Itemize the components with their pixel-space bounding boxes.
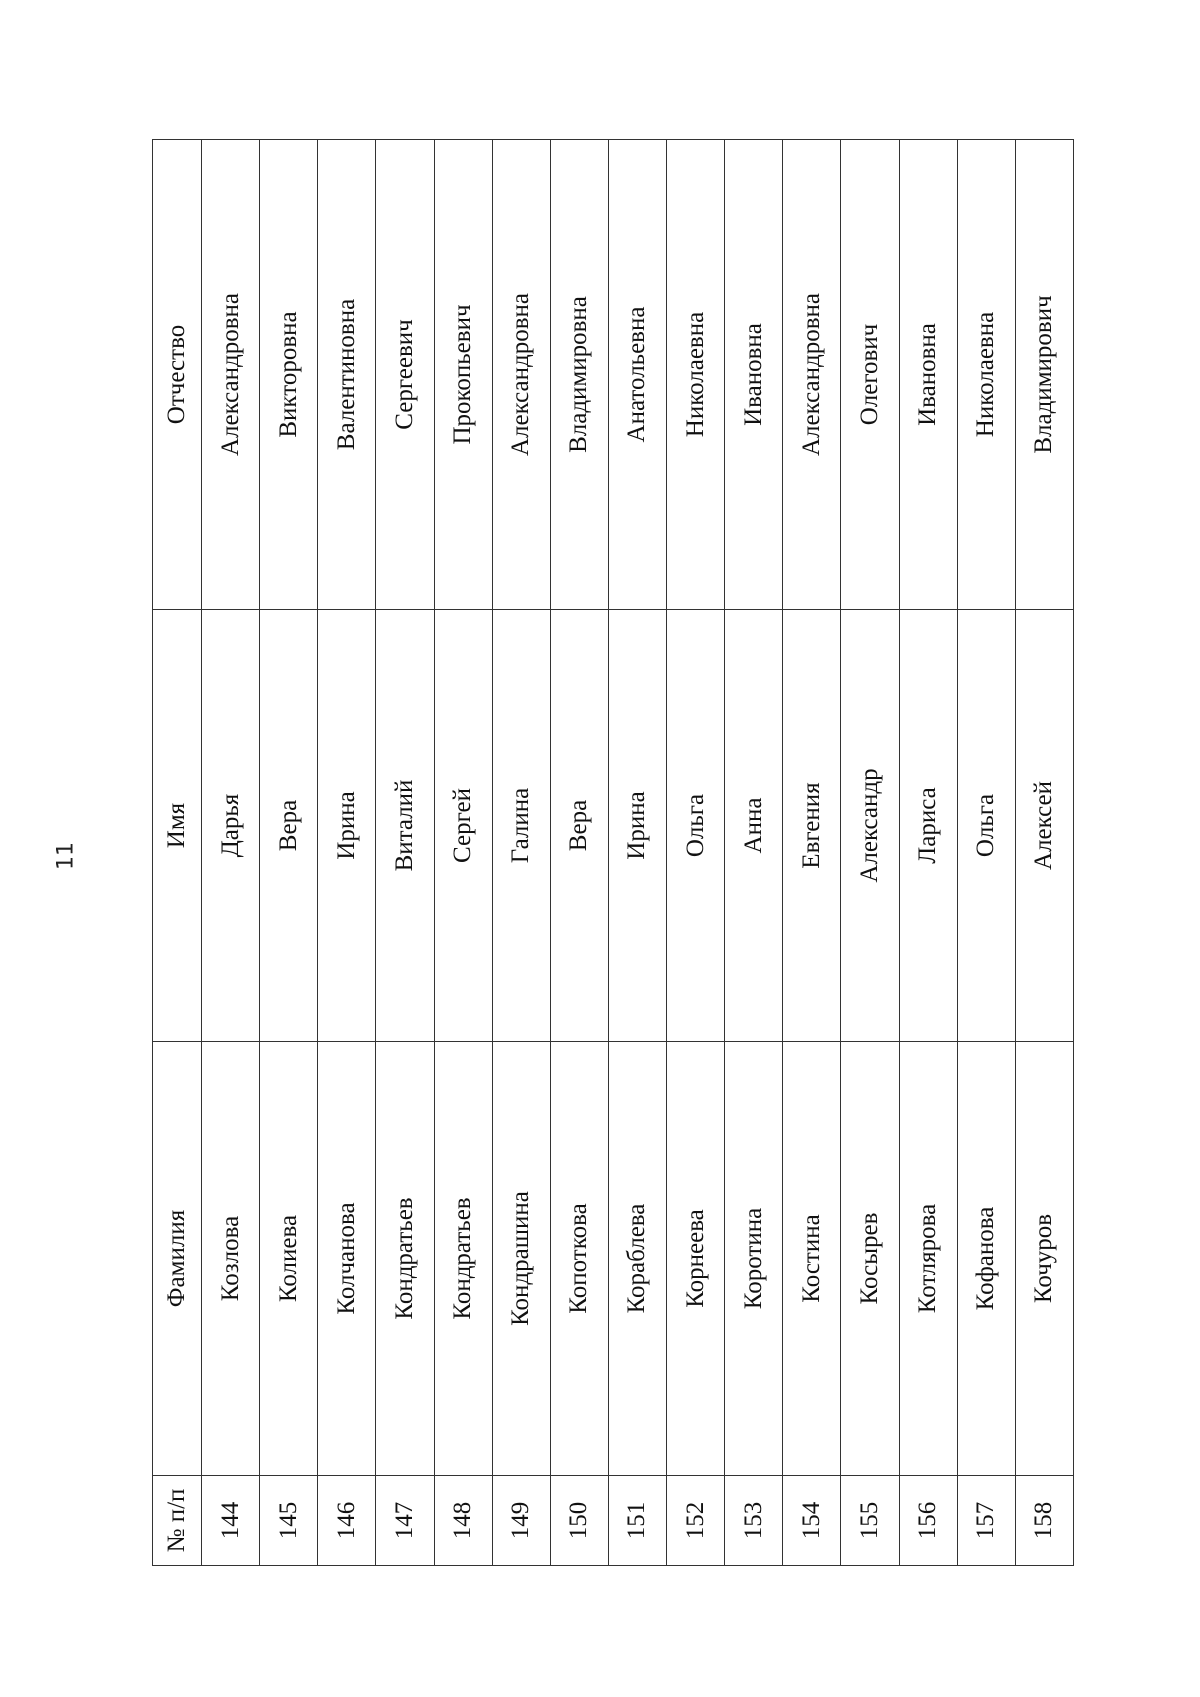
cell-number: 152 xyxy=(667,1476,725,1566)
table-row xyxy=(841,140,899,1566)
cell-first-name: Дарья xyxy=(202,610,260,1042)
cell-first-name: Виталий xyxy=(376,610,434,1042)
cell-number: 144 xyxy=(202,1476,260,1566)
cell-first-name: Анна xyxy=(725,610,783,1042)
cell-patronymic: Владимирович xyxy=(1015,140,1073,610)
table-row xyxy=(202,140,260,1566)
cell-last-name: Кофанова xyxy=(957,1042,1015,1476)
cell-number: 145 xyxy=(260,1476,318,1566)
cell-number: 158 xyxy=(1015,1476,1073,1566)
cell-first-name: Алексей xyxy=(1015,610,1073,1042)
cell-first-name: Сергей xyxy=(434,610,492,1042)
cell-last-name: Кондрашина xyxy=(492,1042,550,1476)
cell-last-name: Колчанова xyxy=(318,1042,376,1476)
cell-first-name: Александр xyxy=(841,610,899,1042)
cell-patronymic: Александровна xyxy=(492,140,550,610)
header-number: № п/п xyxy=(153,1476,202,1566)
cell-number: 146 xyxy=(318,1476,376,1566)
cell-first-name: Евгения xyxy=(783,610,841,1042)
cell-number: 150 xyxy=(550,1476,608,1566)
cell-last-name: Коротина xyxy=(725,1042,783,1476)
table-row xyxy=(376,140,434,1566)
cell-first-name: Ирина xyxy=(608,610,666,1042)
cell-last-name: Кочуров xyxy=(1015,1042,1073,1476)
cell-patronymic: Ивановна xyxy=(899,140,957,610)
cell-patronymic: Владимировна xyxy=(550,140,608,610)
header-last-name: Фамилия xyxy=(153,1042,202,1476)
header-patronymic: Отчество xyxy=(153,140,202,610)
cell-patronymic: Викторовна xyxy=(260,140,318,610)
table-row xyxy=(318,140,376,1566)
cell-number: 148 xyxy=(434,1476,492,1566)
cell-patronymic: Николаевна xyxy=(667,140,725,610)
cell-first-name: Вера xyxy=(550,610,608,1042)
cell-last-name: Корнеева xyxy=(667,1042,725,1476)
cell-last-name: Котлярова xyxy=(899,1042,957,1476)
cell-patronymic: Прокопьевич xyxy=(434,140,492,610)
header-row xyxy=(153,140,202,1566)
table-row xyxy=(957,140,1015,1566)
cell-last-name: Костина xyxy=(783,1042,841,1476)
table-body xyxy=(202,140,1074,1566)
table-row xyxy=(608,140,666,1566)
table-row xyxy=(1015,140,1073,1566)
cell-number: 151 xyxy=(608,1476,666,1566)
cell-last-name: Косырев xyxy=(841,1042,899,1476)
cell-first-name: Ирина xyxy=(318,610,376,1042)
cell-number: 157 xyxy=(957,1476,1015,1566)
cell-patronymic: Валентиновна xyxy=(318,140,376,610)
table-row xyxy=(434,140,492,1566)
table-row xyxy=(667,140,725,1566)
table-header xyxy=(153,140,202,1566)
cell-last-name: Кондратьев xyxy=(376,1042,434,1476)
cell-number: 147 xyxy=(376,1476,434,1566)
cell-first-name: Вера xyxy=(260,610,318,1042)
table-row xyxy=(725,140,783,1566)
cell-number: 156 xyxy=(899,1476,957,1566)
cell-last-name: Кондратьев xyxy=(434,1042,492,1476)
cell-last-name: Козлова xyxy=(202,1042,260,1476)
cell-first-name: Ольга xyxy=(667,610,725,1042)
cell-last-name: Копоткова xyxy=(550,1042,608,1476)
cell-patronymic: Сергеевич xyxy=(376,140,434,610)
cell-patronymic: Александровна xyxy=(783,140,841,610)
cell-patronymic: Александровна xyxy=(202,140,260,610)
rotated-table-container xyxy=(152,140,1074,1566)
roster-table xyxy=(152,139,1074,1566)
table-row xyxy=(899,140,957,1566)
cell-number: 153 xyxy=(725,1476,783,1566)
header-first-name: Имя xyxy=(153,610,202,1042)
cell-last-name: Кораблева xyxy=(608,1042,666,1476)
table-row xyxy=(260,140,318,1566)
cell-first-name: Галина xyxy=(492,610,550,1042)
cell-patronymic: Ивановна xyxy=(725,140,783,610)
cell-patronymic: Анатольевна xyxy=(608,140,666,610)
cell-patronymic: Николаевна xyxy=(957,140,1015,610)
cell-first-name: Ольга xyxy=(957,610,1015,1042)
cell-last-name: Колиева xyxy=(260,1042,318,1476)
page-number: 11 xyxy=(53,842,79,870)
table-row xyxy=(550,140,608,1566)
cell-number: 154 xyxy=(783,1476,841,1566)
table-row xyxy=(783,140,841,1566)
table-row xyxy=(492,140,550,1566)
cell-number: 149 xyxy=(492,1476,550,1566)
cell-number: 155 xyxy=(841,1476,899,1566)
cell-patronymic: Олегович xyxy=(841,140,899,610)
cell-first-name: Лариса xyxy=(899,610,957,1042)
